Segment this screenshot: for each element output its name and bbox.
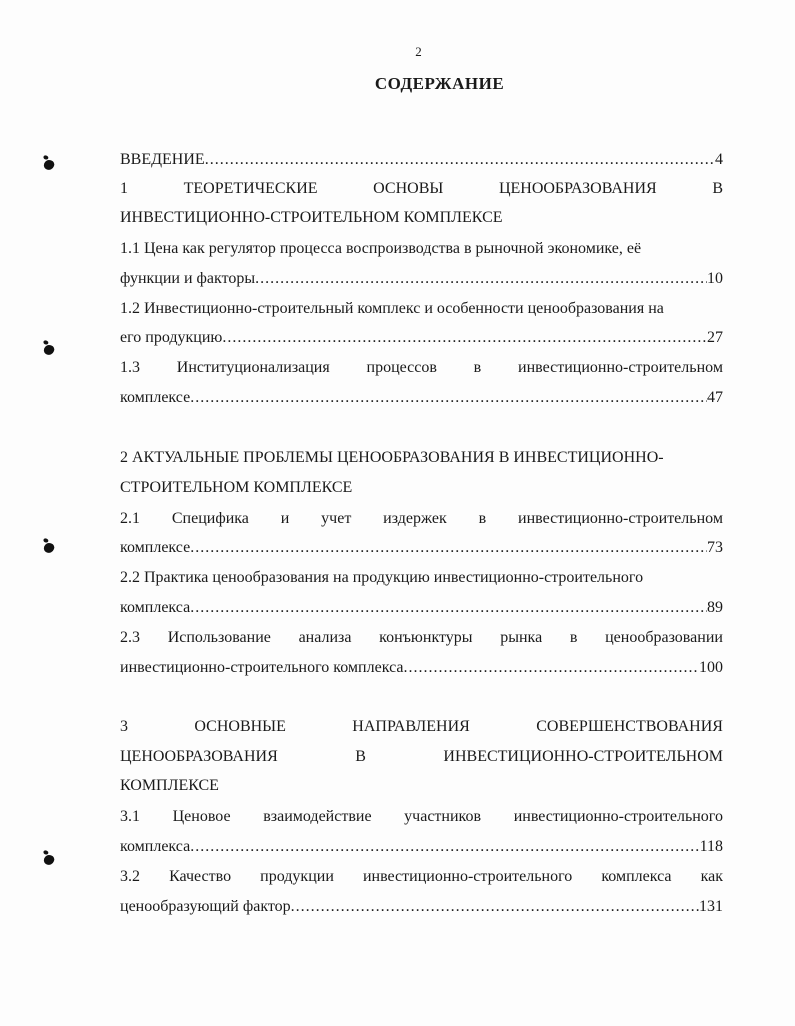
- toc-entry-2-2[interactable]: [120, 598, 723, 618]
- toc-entry-1-2-line-1[interactable]: 1.2 Инвестиционно-строительный комплекс и особенности ценообразования на: [120, 300, 664, 317]
- heading-word: ОСНОВНЫЕ: [194, 718, 286, 735]
- toc-entry-2-3-line-1[interactable]: [120, 628, 723, 648]
- toc-entry-label: комплексе: [120, 539, 191, 556]
- entry-word: учет: [321, 510, 352, 527]
- entry-word: процессов: [366, 359, 437, 376]
- toc-title: СОДЕРЖАНИЕ: [374, 74, 505, 93]
- heading-word: НАПРАВЛЕНИЯ: [352, 718, 470, 735]
- entry-word: продукции: [260, 868, 334, 885]
- toc-page-ref: 10: [707, 270, 723, 287]
- dot-leader: [190, 598, 707, 618]
- entry-word: инвестиционно-строительном: [518, 510, 723, 527]
- toc-entry-3-2[interactable]: [120, 897, 723, 917]
- entry-word: Специфика: [171, 510, 249, 527]
- entry-word: инвестиционно-строительного: [362, 868, 573, 885]
- toc-entry-label: его продукцию: [120, 329, 223, 346]
- entry-word: как: [700, 868, 723, 885]
- entry-word: инвестиционно-строительном: [518, 359, 723, 376]
- heading-word: В: [712, 180, 723, 197]
- chapter-3-heading-line-2: [120, 747, 723, 767]
- dot-leader: [222, 328, 707, 348]
- entry-word: Ценовое: [172, 808, 231, 825]
- toc-entry-1-3-line-1[interactable]: [120, 358, 723, 378]
- entry-word: в: [569, 629, 578, 646]
- toc-entry-1-3[interactable]: [120, 388, 723, 408]
- chapter-1-heading[interactable]: [120, 179, 723, 199]
- dot-leader: [205, 150, 715, 170]
- chapter-3-heading-line-3: КОМПЛЕКСЕ: [120, 777, 219, 794]
- chapter-2-heading-line-1[interactable]: 2 АКТУАЛЬНЫЕ ПРОБЛЕМЫ ЦЕНООБРАЗОВАНИЯ В ИНВЕСТИЦИОННО-: [120, 449, 664, 466]
- heading-word: В: [355, 748, 366, 765]
- dot-leader: [190, 388, 707, 408]
- toc-page-ref: 118: [699, 838, 723, 855]
- toc-entry-2-1[interactable]: [120, 538, 723, 558]
- entry-word: Институционализация: [176, 359, 330, 376]
- toc-entry-2-2-line-1[interactable]: 2.2 Практика ценообразования на продукцию инвестиционно-строительного: [120, 569, 644, 586]
- heading-word: 3: [120, 718, 128, 735]
- entry-word: и: [280, 510, 290, 527]
- toc-entry-label: ценообразующий фактор: [120, 898, 291, 915]
- scan-mark: [43, 854, 56, 867]
- heading-word: ИНВЕСТИЦИОННО-СТРОИТЕЛЬНОМ: [443, 748, 723, 765]
- entry-word: 3.1: [120, 808, 140, 825]
- heading-word: ОСНОВЫ: [373, 180, 444, 197]
- scan-mark: [43, 542, 56, 555]
- toc-page-ref: 47: [707, 389, 723, 406]
- heading-word: ЦЕНООБРАЗОВАНИЯ: [120, 748, 278, 765]
- toc-entry-3-1-line-1[interactable]: [120, 807, 723, 827]
- toc-entry-label: комплекса: [120, 599, 191, 616]
- dot-leader: [291, 897, 699, 917]
- heading-word: 1: [120, 180, 128, 197]
- entry-word: 3.2: [120, 868, 140, 885]
- entry-word: 1.3: [120, 359, 140, 376]
- entry-word: 2.1: [120, 510, 140, 527]
- entry-word: рынка: [500, 629, 543, 646]
- toc-entry-1-2[interactable]: [120, 328, 723, 348]
- toc-entry-2-3[interactable]: [120, 658, 723, 678]
- entry-word: анализа: [298, 629, 352, 646]
- entry-word: в: [473, 359, 482, 376]
- dot-leader: [255, 269, 707, 289]
- scan-mark: [43, 159, 56, 172]
- toc-page-ref: 27: [707, 329, 723, 346]
- toc-entry-1-1[interactable]: [120, 269, 723, 289]
- toc-entry-label: инвестиционно-строительного комплекса: [120, 659, 404, 676]
- heading-word: ЦЕНООБРАЗОВАНИЯ: [498, 180, 657, 197]
- toc-page-ref: 100: [699, 659, 723, 676]
- toc-entry-label: функции и факторы: [120, 270, 256, 287]
- heading-word: ТЕОРЕТИЧЕСКИЕ: [183, 180, 318, 197]
- entry-word: Качество: [169, 868, 232, 885]
- page-number: 2: [415, 44, 422, 59]
- entry-word: 2.3: [120, 629, 140, 646]
- entry-word: участников: [404, 808, 482, 825]
- entry-word: Использование: [167, 629, 271, 646]
- entry-word: издержек: [383, 510, 447, 527]
- toc-entry-3-1[interactable]: [120, 837, 723, 857]
- heading-word: СОВЕРШЕНСТВОВАНИЯ: [536, 718, 723, 735]
- toc-page-ref: 89: [707, 599, 723, 616]
- toc-entry-intro[interactable]: [120, 150, 723, 170]
- scan-mark: [43, 344, 56, 357]
- toc-page-ref: 73: [707, 539, 723, 556]
- dot-leader: [403, 658, 699, 678]
- entry-word: инвестиционно-строительного: [513, 808, 723, 825]
- entry-word: взаимодействие: [263, 808, 372, 825]
- entry-word: в: [478, 510, 487, 527]
- dot-leader: [190, 837, 699, 857]
- toc-entry-label: ВВЕДЕНИЕ: [120, 151, 205, 168]
- toc-entry-label: комплекса: [120, 838, 191, 855]
- dot-leader: [190, 538, 707, 558]
- entry-word: конъюнктуры: [379, 629, 473, 646]
- toc-entry-3-2-line-1[interactable]: [120, 867, 723, 887]
- chapter-3-heading-line-1[interactable]: [120, 717, 723, 737]
- entry-word: ценообразовании: [605, 629, 723, 646]
- chapter-2-heading-line-2: СТРОИТЕЛЬНОМ КОМПЛЕКСЕ: [120, 479, 353, 496]
- toc-page-ref: 4: [715, 151, 723, 168]
- toc-entry-label: комплексе: [120, 389, 191, 406]
- toc-entry-1-1-line-1[interactable]: 1.1 Цена как регулятор процесса воспроизводства в рыночной экономике, её: [120, 240, 642, 257]
- chapter-1-heading-line-2: ИНВЕСТИЦИОННО-СТРОИТЕЛЬНОМ КОМПЛЕКСЕ: [120, 209, 503, 226]
- toc-page-ref: 131: [699, 898, 723, 915]
- toc-entry-2-1-line-1[interactable]: [120, 509, 723, 529]
- entry-word: комплекса: [601, 868, 672, 885]
